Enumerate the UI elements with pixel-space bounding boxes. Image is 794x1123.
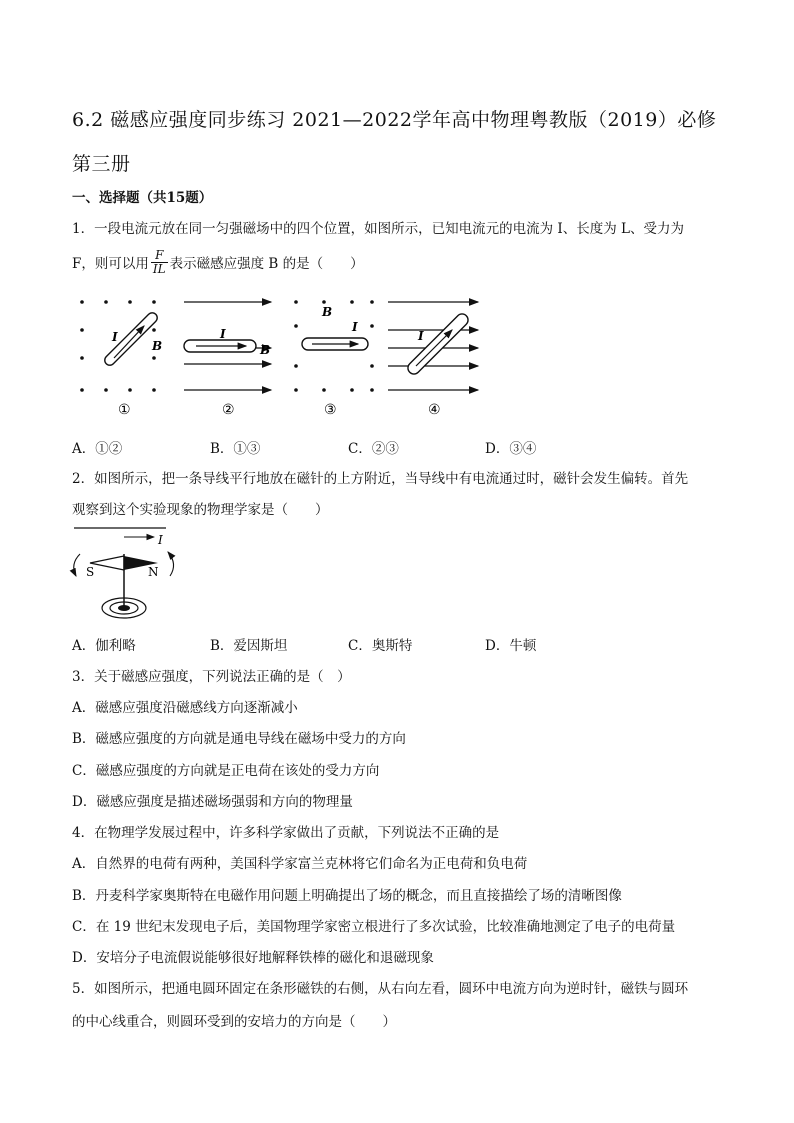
panel-3-current-label: I <box>352 320 358 334</box>
panel-2-current-label: I <box>220 327 226 341</box>
q1-stem-suffix: 表示磁感应强度 B 的是（ ） <box>169 256 364 272</box>
panel-1-current-label: I <box>112 330 118 344</box>
rotation-arrow-left-icon <box>74 554 80 576</box>
q1-option-d[interactable]: D．③④ <box>485 441 537 457</box>
q5-stem-line1: 5．如图所示，把通电圆环固定在条形磁铁的右侧，从右向左看，圆环中电流方向为逆时针，磁铁与圆环 <box>72 981 689 997</box>
q3-stem: 3．关于磁感应强度，下列说法正确的是（ ） <box>72 669 351 685</box>
q2-option-d[interactable]: D．牛顿 <box>485 638 537 654</box>
q3-option-a[interactable]: A．磁感应强度沿磁感线方向逐渐减小 <box>72 700 298 716</box>
q2-stem-line1: 2．如图所示，把一条导线平行地放在磁针的上方附近，当导线中有电流通过时，磁针会发生偏转。首先 <box>72 471 689 487</box>
q4-option-a[interactable]: A．自然界的电荷有两种，美国科学家富兰克林将它们命名为正电荷和负电荷 <box>72 856 528 872</box>
q2-option-c[interactable]: C．奥斯特 <box>348 638 413 654</box>
panel-3-field-label: B <box>322 305 333 319</box>
q1-stem-prefix: F，则可以用 <box>72 256 149 272</box>
panel-3-label: ③ <box>324 402 337 418</box>
panel-1-dot-field <box>80 300 156 392</box>
q1-options <box>72 437 732 457</box>
q4-stem: 4．在物理学发展过程中，许多科学家做出了贡献，下列说法不正确的是 <box>72 825 500 841</box>
q1-option-a[interactable]: A．①② <box>72 441 123 457</box>
formula-fraction: $\frac{F}{IL}$ <box>152 248 166 276</box>
q2-options <box>72 634 732 654</box>
panel-2-label: ② <box>222 402 235 418</box>
q2-stem-line2: 观察到这个实验现象的物理学家是（ ） <box>72 502 329 518</box>
q1-stem-line2 <box>72 248 364 278</box>
q4-option-d[interactable]: D．安培分子电流假说能够很好地解释铁棒的磁化和退磁现象 <box>72 950 434 966</box>
panel-2-field-label: B <box>260 343 271 357</box>
q4-option-b[interactable]: B．丹麦科学家奥斯特在电磁作用问题上明确提出了场的概念，而且直接描绘了场的清晰图像 <box>72 888 622 904</box>
panel-4-current-label: I <box>418 329 424 343</box>
section-heading: 一、选择题（共15题） <box>72 190 213 206</box>
q4-option-c[interactable]: C．在 19 世纪末发现电子后，美国物理学家密立根进行了多次试验，比较准确地测定了电子的电荷量 <box>72 919 676 935</box>
south-label: S <box>86 565 95 579</box>
q2-figure <box>66 520 196 622</box>
current-label: I <box>158 533 163 547</box>
panel-4-current-element <box>405 311 470 376</box>
panel-1-field-label: B <box>152 339 163 353</box>
q1-stem-line1: 1．一段电流元放在同一匀强磁场中的四个位置，如图所示，已知电流元的电流为 I、长度为 L、受力为 <box>72 221 684 237</box>
q1-option-b[interactable]: B．①③ <box>210 441 261 457</box>
panel-1-label: ① <box>118 402 131 418</box>
q5-stem-line2: 的中心线重合，则圆环受到的安培力的方向是（ ） <box>72 1014 396 1030</box>
north-label: N <box>148 565 159 579</box>
panel-4-label: ④ <box>428 402 441 418</box>
q2-option-a[interactable]: A．伽利略 <box>72 638 136 654</box>
q3-option-b[interactable]: B．磁感应强度的方向就是通电导线在磁场中受力的方向 <box>72 731 406 747</box>
page-title: 6.2 磁感应强度同步练习 2021—2022学年高中物理粤教版（2019）必修第三册 <box>72 109 717 175</box>
q2-option-b[interactable]: B．爱因斯坦 <box>210 638 288 654</box>
q1-figure <box>66 286 496 421</box>
panel-2-current-element <box>184 340 256 352</box>
rotation-arrow-right-icon <box>168 552 174 576</box>
q3-option-c[interactable]: C．磁感应强度的方向就是正电荷在该处的受力方向 <box>72 763 380 779</box>
q1-option-c[interactable]: C．②③ <box>348 441 399 457</box>
panel-3-current-element <box>302 338 368 350</box>
q3-option-d[interactable]: D．磁感应强度是描述磁场强弱和方向的物理量 <box>72 794 353 810</box>
